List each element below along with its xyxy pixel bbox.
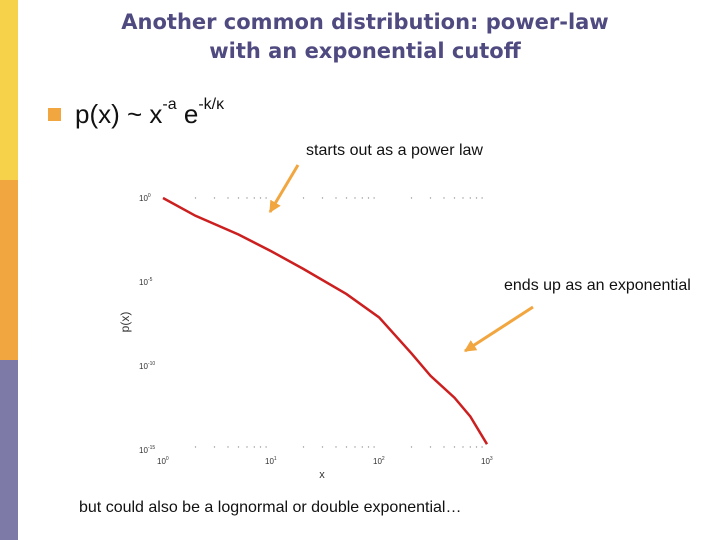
series-curve [163,198,487,444]
grid-dot [354,446,355,447]
grid-dot [411,446,412,447]
y-tick-label: $10^{-5}$ [139,277,153,287]
grid-dot [430,197,431,198]
arrow-power-law [270,165,298,212]
grid-dot [335,197,336,198]
y-tick-label: $10^0$ [139,193,151,203]
grid-dot [454,446,455,447]
annotation-exponential: ends up as an exponential [504,277,691,294]
grid-dot [195,197,196,198]
grid-dot [227,197,228,198]
grid-dot [303,197,304,198]
x-axis-label: x [319,469,325,481]
grid-dot [214,446,215,447]
grid-dot [195,446,196,447]
grid-dot [238,197,239,198]
annotation-power-law: starts out as a power law [306,142,483,159]
grid-dot [362,197,363,198]
grid-dot [214,197,215,198]
grid-dot [373,446,374,447]
grid-dot [368,197,369,198]
exponent-k: -k/κ [198,95,225,113]
formula-e: e [176,98,199,129]
grid-dot [227,446,228,447]
y-axis-label: p(x) [118,311,132,333]
grid-dot [443,446,444,447]
grid-dot [260,197,261,198]
grid-dot [481,446,482,447]
annotation-alternatives: but could also be a lognormal or double exponential… [79,499,462,516]
grid-dot [322,446,323,447]
grid-dot [476,197,477,198]
grid-dot [462,446,463,447]
grid-dot [346,197,347,198]
exponent-a: -a [162,95,177,113]
grid-dot [260,446,261,447]
grid-dot [254,446,255,447]
grid-dot [368,446,369,447]
grid-dot [476,446,477,447]
grid-dot [322,197,323,198]
grid-dot [443,197,444,198]
arrow-exponential [465,307,533,351]
grid-dot [265,197,266,198]
x-tick-label: $10^0$ [157,456,169,466]
grid-dot [354,197,355,198]
grid-dot [238,446,239,447]
grid-dot [462,197,463,198]
grid-dot [454,197,455,198]
grid-dot [246,446,247,447]
grid-dot [411,197,412,198]
x-tick-labels [157,456,493,466]
grid-dot [470,197,471,198]
y-tick-labels [139,193,155,455]
grid-dot [430,446,431,447]
title-line-1: Another common distribution: power-law [121,10,609,34]
formula-base: p(x) ~ x [75,98,163,129]
x-tick-label: $10^2$ [373,456,385,466]
x-tick-label: $10^1$ [265,456,277,466]
grid-dot [481,197,482,198]
grid-dot [335,446,336,447]
grid-dot [303,446,304,447]
grid-dot [246,197,247,198]
grid-dot [470,446,471,447]
grid-dot [373,197,374,198]
title-line-2: with an exponential cutoff [209,39,521,63]
grid-dot [362,446,363,447]
grid-dot [254,197,255,198]
y-tick-label: $10^{-15}$ [139,445,156,455]
y-tick-label: $10^{-10}$ [139,361,156,371]
grid-dot [346,446,347,447]
x-tick-label: $10^3$ [481,456,493,466]
grid-dot [265,446,266,447]
